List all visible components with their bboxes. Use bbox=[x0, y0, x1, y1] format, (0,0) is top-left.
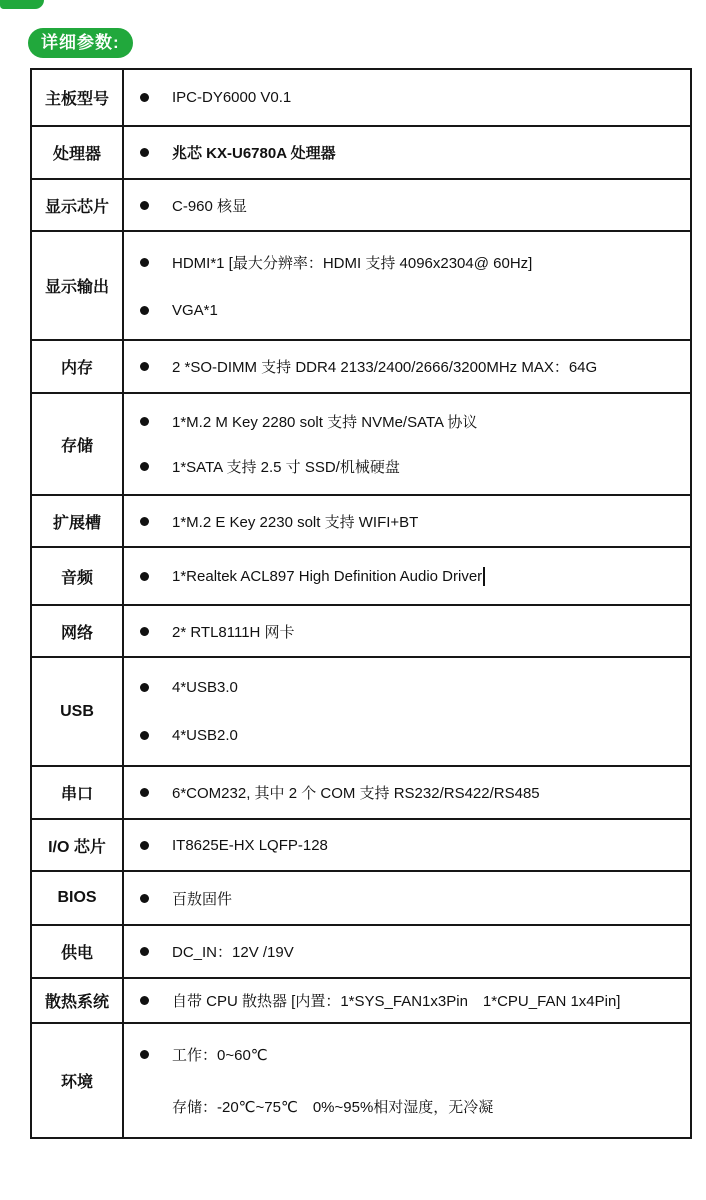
bullet-icon bbox=[140, 731, 149, 740]
spec-value-line bbox=[140, 356, 686, 377]
bullet-icon bbox=[140, 362, 149, 371]
spec-value-text: 工作：0~60℃ bbox=[172, 1047, 268, 1065]
bullet-icon bbox=[140, 894, 149, 903]
spec-value-text: 1*M.2 M Key 2280 solt 支持 NVMe/SATA 协议 bbox=[172, 414, 478, 431]
table-row bbox=[32, 232, 690, 341]
spec-value-cell bbox=[124, 127, 690, 178]
spec-value-text: C-960 核显 bbox=[172, 197, 248, 215]
spec-value-cell bbox=[124, 496, 690, 546]
bullet-icon bbox=[140, 627, 149, 636]
section-badge: 详细参数: bbox=[28, 28, 133, 58]
spec-value-cell bbox=[124, 341, 690, 392]
spec-value-line bbox=[140, 302, 686, 319]
spec-value-cell bbox=[124, 767, 690, 818]
bullet-icon bbox=[140, 1050, 149, 1059]
spec-value-text: IPC-DY6000 V0.1 bbox=[172, 89, 292, 106]
table-row bbox=[32, 979, 690, 1024]
spec-label: 音频 bbox=[32, 548, 124, 604]
spec-label: USB bbox=[32, 658, 124, 765]
table-row bbox=[32, 127, 690, 180]
table-row bbox=[32, 872, 690, 926]
spec-value-line bbox=[140, 888, 686, 909]
spec-value-text: 兆芯 KX-U6780A 处理器 bbox=[172, 145, 336, 162]
table-row bbox=[32, 496, 690, 548]
spec-value-cell bbox=[124, 232, 690, 339]
spec-value-line bbox=[140, 1044, 686, 1065]
spec-value-text: 4*USB3.0 bbox=[172, 678, 238, 696]
bullet-icon bbox=[140, 258, 149, 267]
spec-value-line bbox=[140, 511, 686, 532]
bullet-icon bbox=[140, 148, 149, 157]
spec-value-cell bbox=[124, 658, 690, 765]
spec-value-cell bbox=[124, 394, 690, 494]
spec-label: 串口 bbox=[32, 767, 124, 818]
spec-label: 显示输出 bbox=[32, 232, 124, 339]
spec-value-line bbox=[140, 1096, 686, 1117]
spec-value-line bbox=[140, 990, 686, 1011]
bullet-icon bbox=[140, 462, 149, 471]
spec-value-cell bbox=[124, 180, 690, 230]
spec-value-line bbox=[140, 727, 686, 744]
bullet-icon bbox=[140, 417, 149, 426]
spec-label: 存储 bbox=[32, 394, 124, 494]
text-cursor bbox=[483, 567, 485, 586]
spec-value-text: 2 *SO-DIMM 支持 DDR4 2133/2400/2666/3200MHz MAX：64G bbox=[172, 359, 598, 376]
spec-value-text: 6*COM232, 其中 2 个 COM 支持 RS232/RS422/RS485 bbox=[172, 785, 540, 802]
spec-value-text: 2* RTL8111H 网卡 bbox=[172, 623, 295, 641]
spec-value-cell bbox=[124, 926, 690, 977]
spec-value-line bbox=[140, 837, 686, 854]
spec-label: 供电 bbox=[32, 926, 124, 977]
spec-label: 散热系统 bbox=[32, 979, 124, 1022]
table-row bbox=[32, 1024, 690, 1137]
spec-value-text: 存储：-20℃~75℃ 0%~95%相对湿度，无冷凝 bbox=[172, 1098, 494, 1116]
table-row bbox=[32, 820, 690, 872]
spec-value-cell bbox=[124, 820, 690, 870]
spec-value-text: VGA*1 bbox=[172, 302, 218, 320]
spec-label: BIOS bbox=[32, 872, 124, 924]
spec-value-line bbox=[140, 567, 686, 586]
table-row bbox=[32, 70, 690, 127]
spec-label: 主板型号 bbox=[32, 70, 124, 125]
table-row bbox=[32, 658, 690, 767]
bullet-icon bbox=[140, 517, 149, 526]
spec-value-line bbox=[140, 89, 686, 106]
spec-value-text: 1*Realtek ACL897 High Definition Audio Driver bbox=[172, 567, 483, 585]
spec-label: 网络 bbox=[32, 606, 124, 656]
spec-value-text: 1*M.2 E Key 2230 solt 支持 WIFI+BT bbox=[172, 513, 419, 531]
spec-value-text: 4*USB2.0 bbox=[172, 727, 238, 745]
table-row bbox=[32, 394, 690, 496]
corner-green-artifact bbox=[0, 0, 44, 9]
spec-value-text: HDMI*1 [最大分辨率：HDMI 支持 4096x2304@ 60Hz] bbox=[172, 254, 533, 272]
spec-value-text: 1*SATA 支持 2.5 寸 SSD/机械硬盘 bbox=[172, 459, 400, 476]
spec-value-line bbox=[140, 456, 686, 477]
bullet-icon bbox=[140, 683, 149, 692]
spec-table bbox=[30, 68, 692, 1139]
bullet-icon bbox=[140, 996, 149, 1005]
bullet-icon bbox=[140, 947, 149, 956]
bullet-icon bbox=[140, 201, 149, 210]
bullet-icon bbox=[140, 788, 149, 797]
spec-value-text: 百敖固件 bbox=[172, 890, 233, 908]
spec-label: 显示芯片 bbox=[32, 180, 124, 230]
table-row bbox=[32, 341, 690, 394]
spec-value-cell bbox=[124, 979, 690, 1022]
table-row bbox=[32, 926, 690, 979]
bullet-icon bbox=[140, 841, 149, 850]
spec-value-cell bbox=[124, 872, 690, 924]
spec-value-text: DC_IN：12V /19V bbox=[172, 944, 294, 961]
spec-value-cell bbox=[124, 1024, 690, 1137]
spec-value-line bbox=[140, 679, 686, 696]
spec-label: 环境 bbox=[32, 1024, 124, 1137]
spec-value-line bbox=[140, 411, 686, 432]
bullet-icon bbox=[140, 306, 149, 315]
spec-value-line bbox=[140, 782, 686, 803]
spec-value-cell bbox=[124, 70, 690, 125]
spec-value-line bbox=[140, 621, 686, 642]
spec-label: 内存 bbox=[32, 341, 124, 392]
spec-value-text: 自带 CPU 散热器 [内置：1*SYS_FAN1x3Pin 1*CPU_FAN 1x4Pin] bbox=[172, 993, 621, 1010]
spec-value-line bbox=[140, 941, 686, 962]
table-row bbox=[32, 767, 690, 820]
spec-value-line bbox=[140, 252, 686, 273]
spec-label: 扩展槽 bbox=[32, 496, 124, 546]
spec-value-line bbox=[140, 142, 686, 163]
bullet-icon bbox=[140, 572, 149, 581]
table-row bbox=[32, 548, 690, 606]
spec-label: I/O 芯片 bbox=[32, 820, 124, 870]
spec-label: 处理器 bbox=[32, 127, 124, 178]
table-row bbox=[32, 180, 690, 232]
table-row bbox=[32, 606, 690, 658]
spec-value-cell bbox=[124, 606, 690, 656]
spec-value-text: IT8625E-HX LQFP-128 bbox=[172, 836, 328, 854]
bullet-icon bbox=[140, 93, 149, 102]
spec-value-cell bbox=[124, 548, 690, 604]
spec-value-line bbox=[140, 195, 686, 216]
